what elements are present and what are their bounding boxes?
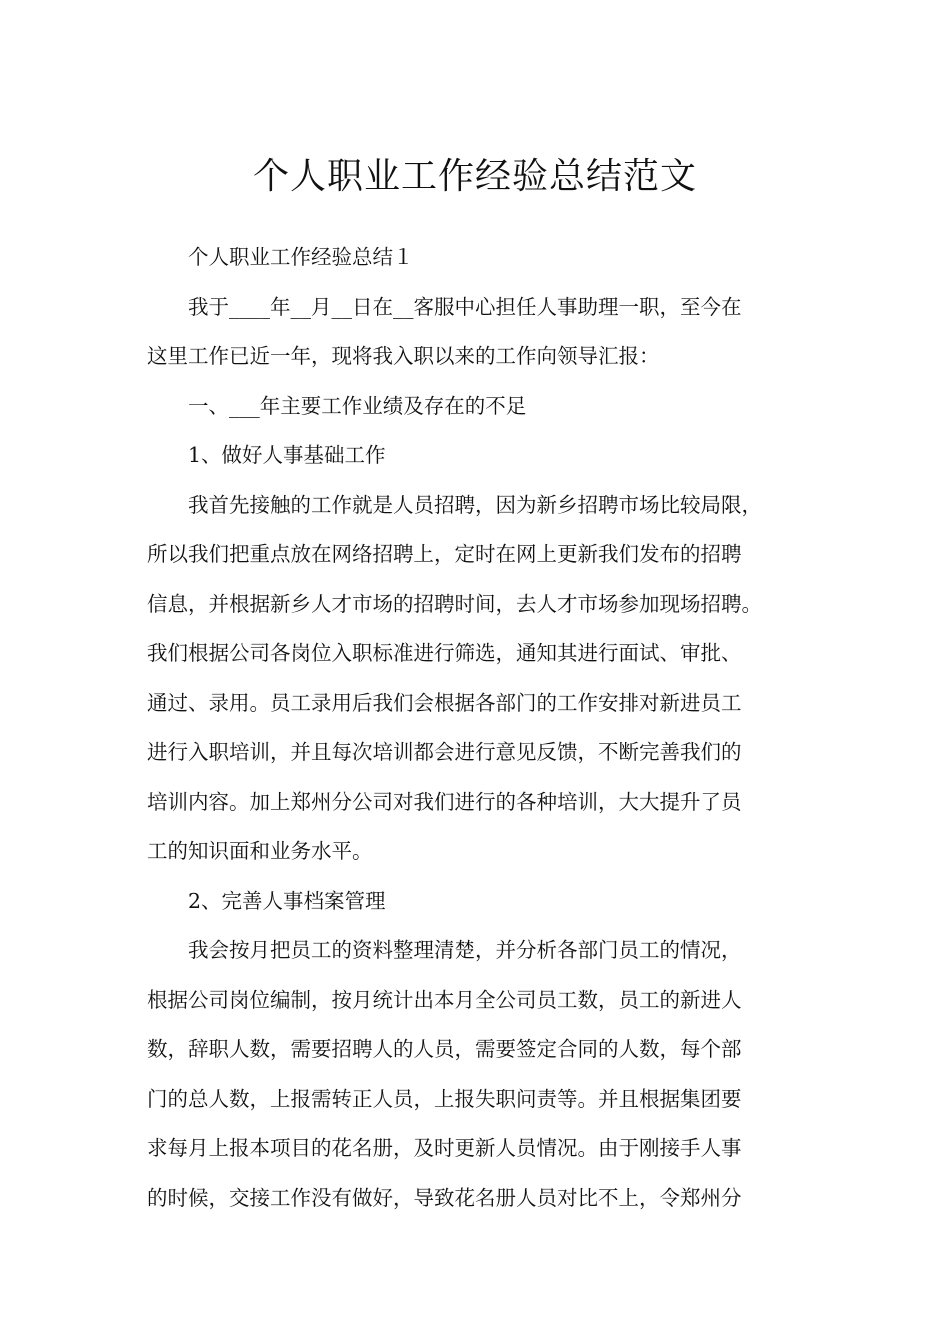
subsection-heading: 2、完善人事档案管理 [188, 888, 386, 913]
paragraph-line: 进行入职培训，并且每次培训都会进行意见反馈，不断完善我们的 [147, 740, 742, 764]
paragraph-line: 所以我们把重点放在网络招聘上，定时在网上更新我们发布的招聘 [147, 542, 742, 566]
paragraph-line: 我于____年__月__日在__客服中心担任人事助理一职，至今在 [188, 294, 742, 319]
section-heading: 个人职业工作经验总结１ [188, 245, 414, 269]
paragraph-line: 数，辞职人数，需要招聘人的人员，需要签定合同的人数，每个部 [147, 1037, 742, 1061]
paragraph-line: 信息，并根据新乡人才市场的招聘时间，去人才市场参加现场招聘。 [147, 591, 762, 616]
paragraph-line: 我首先接触的工作就是人员招聘，因为新乡招聘市场比较局限， [188, 492, 762, 517]
paragraph-line: 这里工作已近一年，现将我入职以来的工作向领导汇报： [147, 344, 660, 368]
paragraph-line: 我们根据公司各岗位入职标准进行筛选，通知其进行面试、审批、 [147, 641, 742, 665]
paragraph-line: 根据公司岗位编制，按月统计出本月全公司员工数，员工的新进人 [147, 987, 742, 1012]
subsection-heading: 1、做好人事基础工作 [188, 443, 386, 467]
section-heading: 一、___年主要工作业绩及存在的不足 [188, 393, 527, 418]
paragraph-line: 通过、录用。员工录用后我们会根据各部门的工作安排对新进员工 [147, 690, 742, 715]
document-body [147, 233, 827, 1223]
paragraph-line: 的时候，交接工作没有做好，导致花名册人员对比不上，令郑州分 [147, 1185, 742, 1210]
paragraph-line: 门的总人数，上报需转正人员，上报失职问责等。并且根据集团要 [147, 1086, 742, 1111]
paragraph-line: 培训内容。加上郑州分公司对我们进行的各种培训，大大提升了员 [147, 789, 742, 814]
document-title: 个人职业工作经验总结范文 [252, 156, 697, 198]
paragraph-line: 求每月上报本项目的花名册，及时更新人员情况。由于刚接手人事 [147, 1136, 742, 1160]
paragraph-line: 我会按月把员工的资料整理清楚，并分析各部门员工的情况， [188, 938, 742, 962]
paragraph-line: 工的知识面和业务水平。 [147, 839, 373, 863]
